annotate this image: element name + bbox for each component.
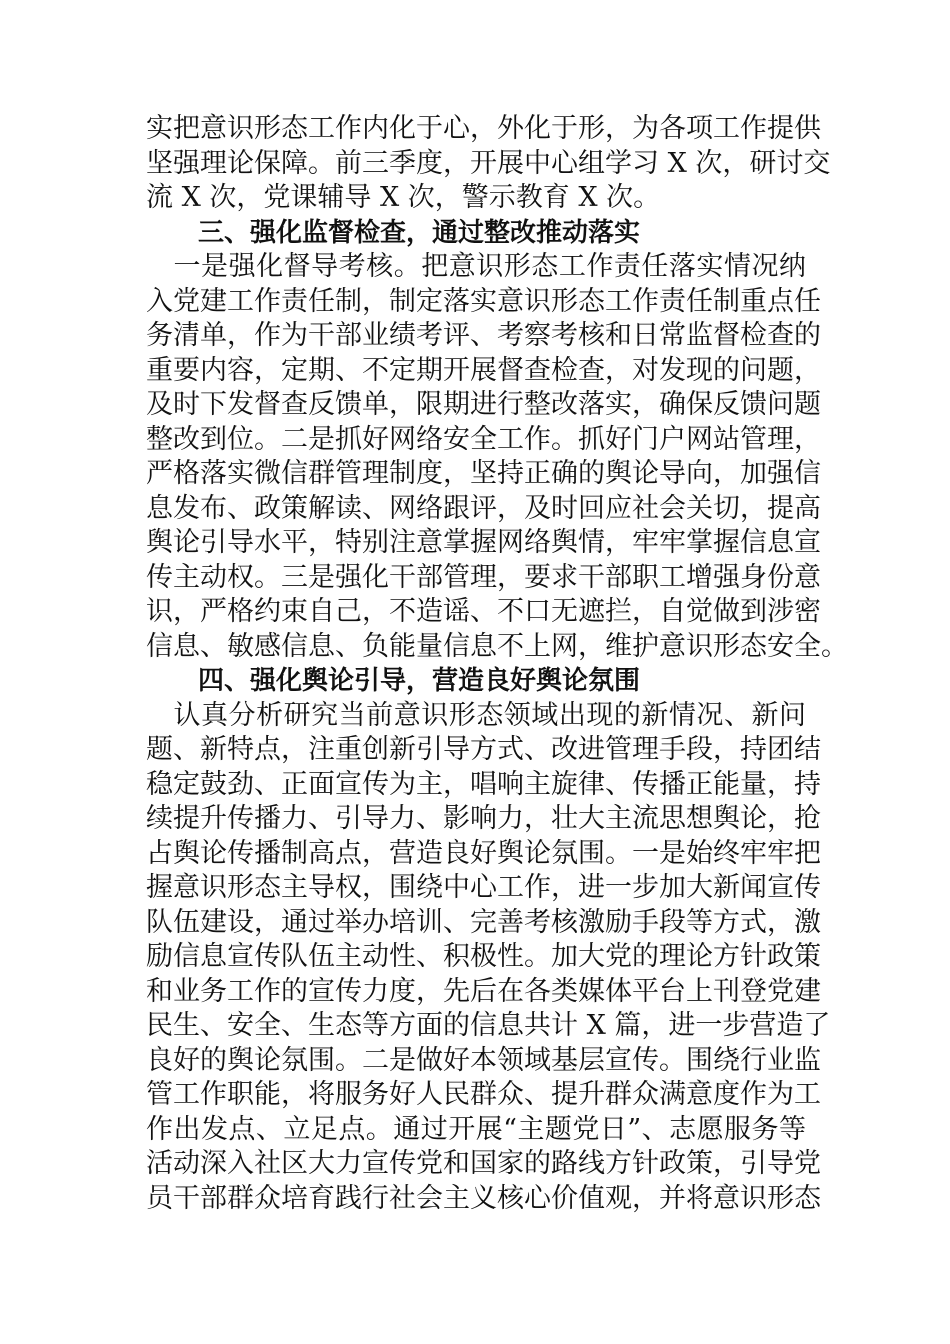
section-heading-4: 四、强化舆论引导，营造良好舆论氛围 [198, 666, 641, 696]
text-line: 流 X 次，党课辅导 X 次，警示教育 X 次。 [146, 182, 661, 213]
text-line: 握意识形态主导权，围绕中心工作，进一步加大新闻宣传 [146, 872, 821, 903]
text-line: 入党建工作责任制，制定落实意识形态工作责任制重点任 [146, 285, 821, 317]
text-line: 重要内容，定期、不定期开展督查检查，对发现的问题， [146, 354, 821, 386]
paragraph-supervision [146, 250, 848, 664]
text-line: 和业务工作的宣传力度，先后在各类媒体平台上刊登党建 [146, 975, 821, 1007]
text-line: 严格落实微信群管理制度，坚持正确的舆论导向，加强信 [146, 458, 821, 489]
text-line: 作出发点、立足点。通过开展“主题党日”、志愿服务等 [146, 1113, 806, 1145]
text-line: 务清单，作为干部业绩考评、考察考核和日常监督检查的 [146, 320, 821, 351]
section-heading-3: 三、强化监督检查，通过整改推动落实 [198, 217, 641, 248]
text-line: 励信息宣传队伍主动性、积极性。加大党的理论方针政策 [146, 941, 821, 972]
text-line: 一是强化督导考核。把意识形态工作责任落实情况纳 [146, 251, 806, 282]
text-line: 实把意识形态工作内化于心，外化于形，为各项工作提供 [146, 113, 821, 144]
text-line: 队伍建设，通过举办培训、完善考核激励手段等方式，激 [146, 906, 821, 938]
text-line: 整改到位。二是抓好网络安全工作。抓好门户网站管理， [146, 423, 821, 455]
text-line: 舆论引导水平，特别注意掌握网络舆情，牢牢掌握信息宣 [146, 527, 821, 558]
text-line: 活动深入社区大力宣传党和国家的路线方针政策，引导党 [146, 1148, 821, 1179]
text-line: 认真分析研究当前意识形态领域出现的新情况、新问 [146, 699, 806, 731]
text-line: 题、新特点，注重创新引导方式、改进管理手段，持团结 [146, 734, 821, 765]
text-line: 传主动权。三是强化干部管理，要求干部职工增强身份意 [146, 561, 821, 593]
paragraph-continuation [146, 112, 831, 216]
paragraph-public-opinion [146, 699, 831, 1217]
text-line: 及时下发督查反馈单，限期进行整改落实，确保反馈问题 [146, 389, 821, 420]
text-line: 续提升传播力、引导力、影响力，壮大主流思想舆论，抢 [146, 803, 821, 834]
text-line: 占舆论传播制高点，营造良好舆论氛围。一是始终牢牢把 [146, 837, 821, 869]
text-line: 坚强理论保障。前三季度，开展中心组学习 X 次，研讨交 [146, 147, 831, 179]
text-line: 识，严格约束自己，不造谣、不口无遮拦，自觉做到涉密 [146, 596, 821, 627]
text-line: 管工作职能，将服务好人民群众、提升群众满意度作为工 [146, 1079, 821, 1110]
text-line: 信息、敏感信息、负能量信息不上网，维护意识形态安全。 [146, 630, 848, 662]
document-page [146, 112, 848, 1216]
text-line: 良好的舆论氛围。二是做好本领域基层宣传。围绕行业监 [146, 1044, 821, 1076]
text-line: 稳定鼓劲、正面宣传为主，唱响主旋律、传播正能量，持 [146, 768, 821, 800]
text-line: 员干部群众培育践行社会主义核心价值观，并将意识形态 [146, 1182, 821, 1214]
text-line: 息发布、政策解读、网络跟评，及时回应社会关切，提高 [146, 492, 821, 524]
text-line: 民生、安全、生态等方面的信息共计 X 篇，进一步营造了 [146, 1010, 831, 1041]
